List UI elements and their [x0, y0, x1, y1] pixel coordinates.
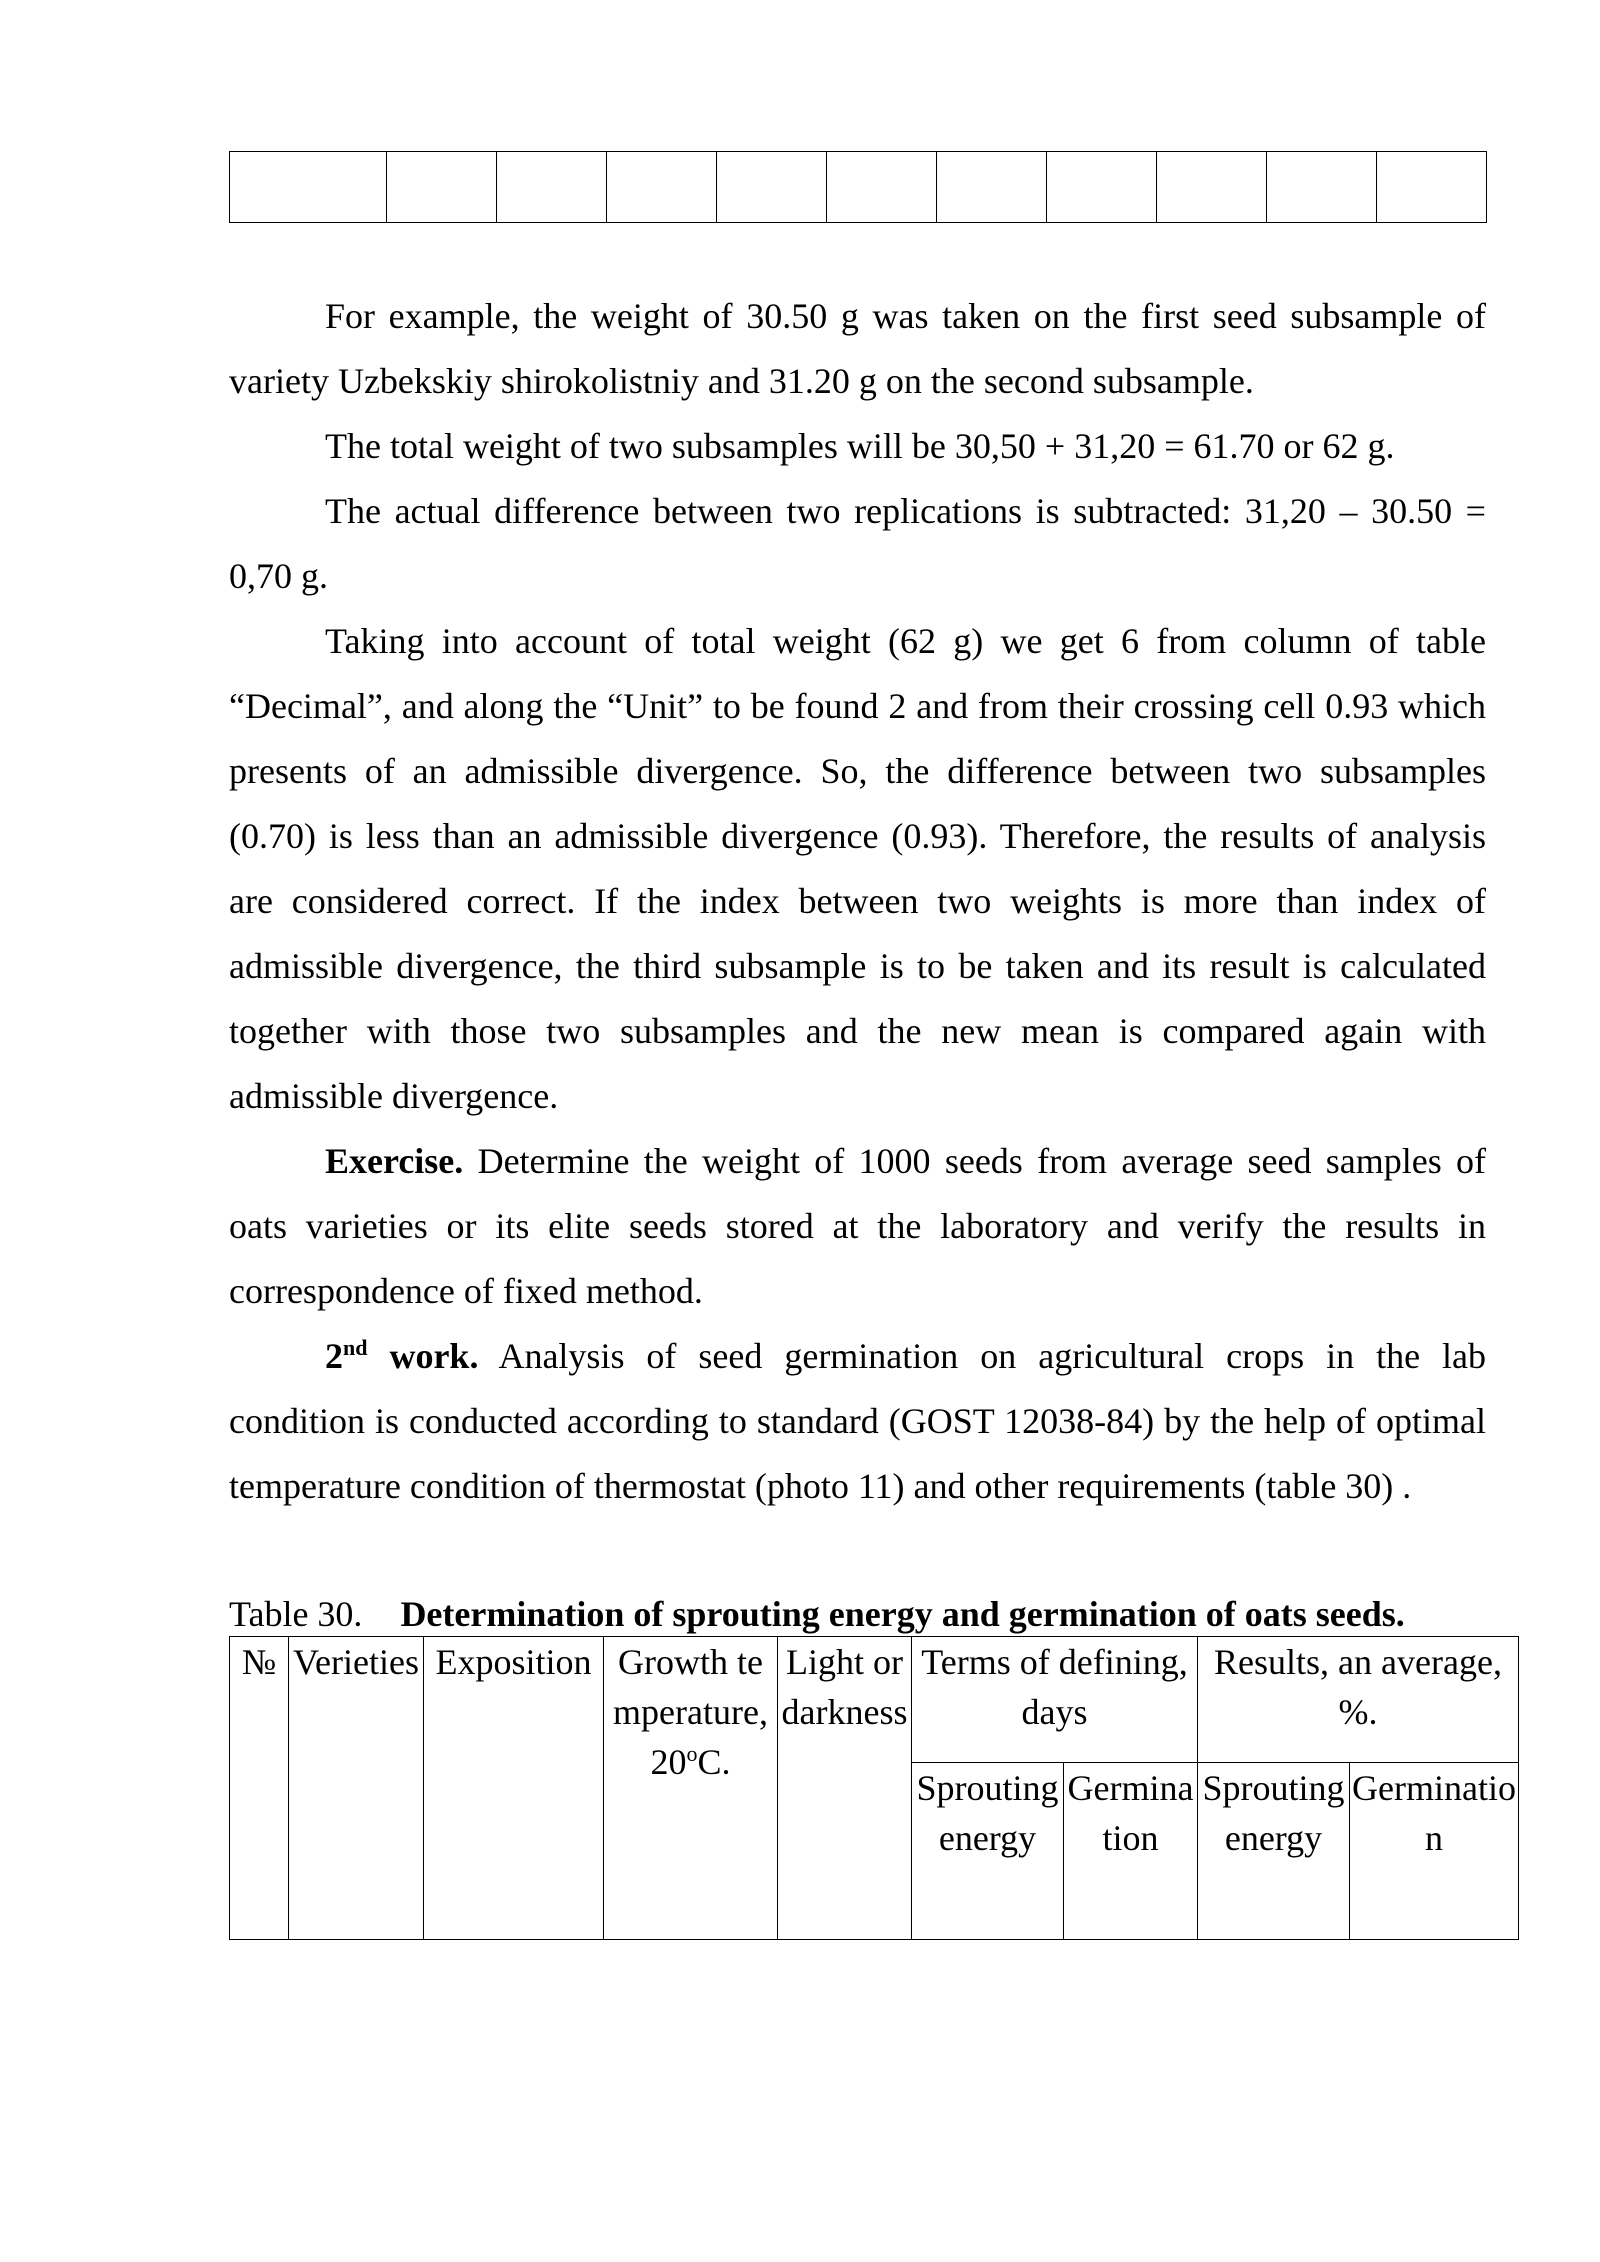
paragraph-admissible-divergence: Taking into account of total weight (62 g) we get 6 from column of table “Decimal”, and along the “Unit” to be found 2 and from their crossing cell 0.93 which presents of an admissible divergence. So, the difference between two subsamples (0.70) is less than an admissible divergence (0.93). Therefore, the results of analysis are considered correct. If the index between two weights is more than index of admissible divergence, the third subsample is to be taken and its result is calculated together with those two subsamples and the new mean is compared again with admissible divergence.: [229, 621, 1486, 1116]
second-work-word: work.: [367, 1336, 479, 1376]
subheader-results-sprouting-energy: Sprouting energy: [1198, 1763, 1350, 1940]
paragraph-difference: The actual difference between two replications is subtracted: 31,20 – 30.50 = 0,70 g.: [229, 491, 1486, 596]
header-exposition: Exposition: [424, 1637, 604, 1940]
table-cell: [230, 152, 387, 223]
table-cell: [1157, 152, 1267, 223]
table-row: [230, 152, 1487, 223]
table-cell: [937, 152, 1047, 223]
paragraph-example: For example, the weight of 30.50 g was taken on the first seed subsample of variety Uzbekskiy shirokolistniy and 31.20 g on the second subsample.: [229, 296, 1486, 401]
table-caption-label: Table 30.: [229, 1594, 363, 1634]
table-caption-title: Determination of sprouting energy and germination of oats seeds.: [400, 1594, 1405, 1634]
table-cell: [1377, 152, 1487, 223]
table-cell: [387, 152, 497, 223]
germination-table: [229, 1636, 1519, 1940]
body-text: [229, 284, 1486, 1519]
second-work-number: 2: [325, 1336, 343, 1376]
second-work-text: Analysis of seed germination on agricultural crops in the lab condition is conducted according to standard (GOST 12038-84) by the help of optimal temperature condition of thermostat (photo 11) and other requirements (table 30) .: [229, 1336, 1487, 1506]
subheader-terms-sprouting-energy: Sprouting energy: [912, 1763, 1064, 1940]
degree-mark: o: [686, 1741, 698, 1766]
table-cell: [607, 152, 717, 223]
empty-table-fragment: [229, 151, 1487, 223]
exercise-label: Exercise.: [325, 1141, 464, 1181]
subheader-results-germination: Germination: [1350, 1763, 1519, 1940]
table-cell: [497, 152, 607, 223]
header-results-average: Results, an average, %.: [1198, 1637, 1519, 1763]
growth-temp-unit: C.: [697, 1742, 731, 1782]
table-cell: [827, 152, 937, 223]
table-header-row: [230, 1637, 1519, 1763]
header-growth-temperature: [604, 1637, 778, 1940]
header-number: №: [230, 1637, 289, 1940]
subheader-terms-germination: Germination: [1064, 1763, 1198, 1940]
table-caption: [229, 1590, 1405, 1638]
paragraph-second-work: [229, 1324, 1486, 1519]
paragraph-exercise: [229, 1129, 1486, 1324]
second-work-ordinal: nd: [343, 1335, 368, 1360]
table-cell: [1047, 152, 1157, 223]
growth-temp-text: Growth temperature, 20: [613, 1642, 768, 1782]
paragraph-total-weight: The total weight of two subsamples will be 30,50 + 31,20 = 61.70 or 62 g.: [325, 426, 1395, 466]
table-cell: [1267, 152, 1377, 223]
header-terms-of-defining: Terms of defining, days: [912, 1637, 1198, 1763]
header-varieties: Verieties: [289, 1637, 424, 1940]
second-work-label: [325, 1336, 478, 1376]
exercise-text: Determine the weight of 1000 seeds from average seed samples of oats varieties or its elite seeds stored at the laboratory and verify the results in correspondence of fixed method.: [229, 1141, 1486, 1311]
table-cell: [717, 152, 827, 223]
header-light-darkness: Light or darkness: [778, 1637, 912, 1940]
